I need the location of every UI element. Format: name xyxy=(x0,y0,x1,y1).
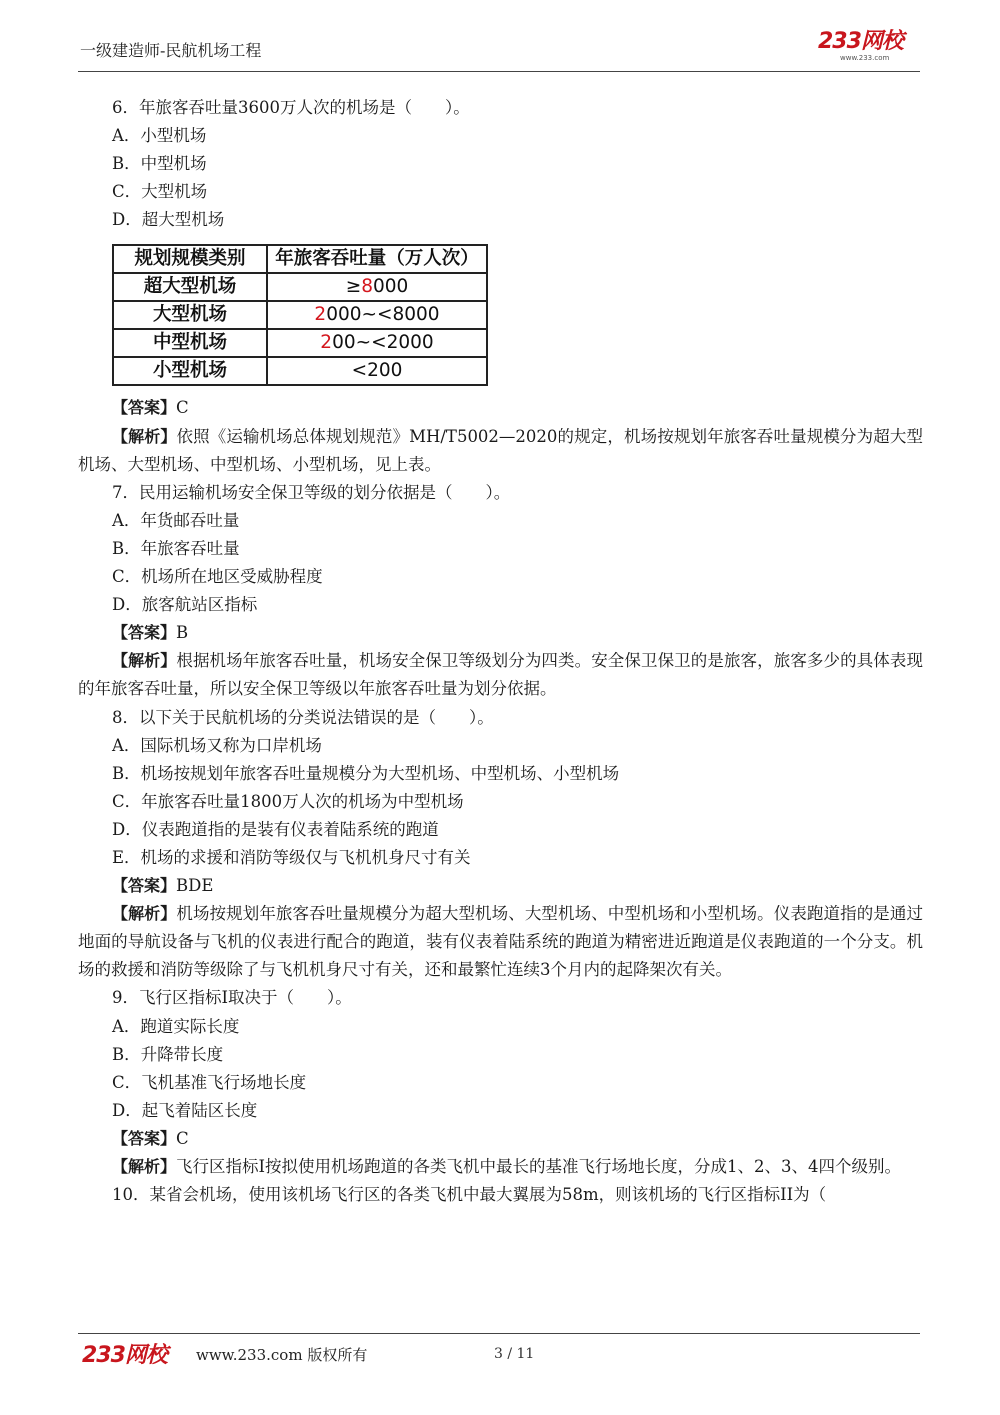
value-highlight: 8 xyxy=(361,276,373,298)
question-7-stem: 7．民用运输机场安全保卫等级的划分依据是（ ）。 xyxy=(112,482,511,502)
answer-label: 【答案】 xyxy=(112,623,177,643)
analysis-label: 【解析】 xyxy=(112,651,177,671)
footer-divider xyxy=(78,1333,920,1334)
question-7-answer xyxy=(78,619,923,647)
question-8-answer xyxy=(78,872,923,900)
analysis-label: 【解析】 xyxy=(112,1157,177,1176)
question-8-option-c: C．年旅客吞吐量1800万人次的机场为中型机场 xyxy=(112,791,464,811)
value-rest: 000~<8000 xyxy=(326,304,440,326)
header-title: 一级建造师-民航机场工程 xyxy=(80,41,262,60)
table-cell-throughput xyxy=(267,329,487,357)
question-9-option-a: A．跑道实际长度 xyxy=(112,1016,240,1036)
answer-value: BDE xyxy=(176,876,214,896)
table-cell-category: 中型机场 xyxy=(113,329,267,357)
analysis-text: 依照《运输机场总体规划规范》MH/T5002—2020的规定，机场按规划年旅客吞吐量规模分为超大型机场、大型机场、中型机场、小型机场，见上表。 xyxy=(78,426,923,474)
table-row xyxy=(113,329,487,357)
footer-copyright: www.233.com 版权所有 xyxy=(196,1346,368,1364)
question-9-analysis xyxy=(78,1153,923,1181)
table-header-throughput: 年旅客吞吐量（万人次） xyxy=(267,245,487,273)
answer-label: 【答案】 xyxy=(112,876,177,896)
question-10-stem: 10．某省会机场，使用该机场飞行区的各类飞机中最大翼展为58m，则该机场的飞行区指标II为（ xyxy=(112,1185,827,1205)
table-cell-category: 超大型机场 xyxy=(113,273,267,301)
question-8-analysis xyxy=(78,900,923,984)
page-number: 3 / 11 xyxy=(494,1346,535,1362)
analysis-text: 机场按规划年旅客吞吐量规模分为超大型机场、大型机场、中型机场和小型机场。仪表跑道指的是通过地面的导航设备与飞机的仪表进行配合的跑道，装有仪表着陆系统的跑道为精密进近跑道是仪表跑道的一个分支。机场的救援和消防等级除了与飞机机身尺寸有关，还和最繁忙连续3个月内的起降架次有关。 xyxy=(78,904,923,980)
question-6-analysis xyxy=(78,423,923,479)
question-8-option-e: E．机场的求援和消防等级仅与飞机机身尺寸有关 xyxy=(112,847,471,867)
answer-label: 【答案】 xyxy=(112,398,177,418)
question-9-stem: 9．飞行区指标Ⅰ取决于（ ）。 xyxy=(112,988,352,1008)
question-7-option-d: D．旅客航站区指标 xyxy=(112,595,258,615)
table-cell-category: 大型机场 xyxy=(113,301,267,329)
question-7-option-a: A．年货邮吞吐量 xyxy=(112,510,240,530)
brand-logo-url: www.233.com xyxy=(840,54,890,62)
question-6-answer xyxy=(78,394,923,422)
footer-logo[interactable]: 233网校 xyxy=(82,1343,167,1368)
document-body xyxy=(78,94,923,1209)
table-header-row xyxy=(113,245,487,273)
analysis-text: 根据机场年旅客吞吐量，机场安全保卫等级划分为四类。安全保卫保卫的是旅客，旅客多少的具体表现的年旅客吞吐量，所以安全保卫等级以年旅客吞吐量为划分依据。 xyxy=(78,651,923,699)
question-9-option-d: D．起飞着陆区长度 xyxy=(112,1100,258,1120)
airport-scale-table xyxy=(112,244,488,386)
value-rest: 000 xyxy=(372,276,409,298)
table-row xyxy=(113,357,487,385)
answer-value: C xyxy=(176,398,189,418)
question-9-option-b: B．升降带长度 xyxy=(112,1044,224,1064)
value-highlight: 2 xyxy=(320,332,333,354)
question-8-option-d: D．仪表跑道指的是装有仪表着陆系统的跑道 xyxy=(112,819,439,839)
answer-value: B xyxy=(176,623,189,643)
question-6-option-b: B．中型机场 xyxy=(112,154,207,174)
question-6-stem: 6．年旅客吞吐量3600万人次的机场是（ ）。 xyxy=(112,98,470,117)
table-cell-category: 小型机场 xyxy=(113,357,267,385)
analysis-label: 【解析】 xyxy=(112,426,177,446)
header-divider xyxy=(78,71,920,72)
question-7-option-b: B．年旅客吞吐量 xyxy=(112,538,240,558)
question-6-option-c: C．大型机场 xyxy=(112,182,208,202)
answer-label: 【答案】 xyxy=(112,1128,177,1148)
value-highlight: 2 xyxy=(314,304,327,326)
brand-logo[interactable] xyxy=(818,30,918,64)
question-7-analysis xyxy=(78,647,923,703)
question-8-stem: 8．以下关于民航机场的分类说法错误的是（ ）。 xyxy=(112,707,494,727)
table-cell-throughput xyxy=(267,357,487,385)
question-9-answer xyxy=(78,1125,923,1153)
question-7-option-c: C．机场所在地区受威胁程度 xyxy=(112,567,323,587)
table-row xyxy=(113,273,487,301)
table-cell-throughput xyxy=(267,301,487,329)
question-9-option-c: C．飞机基准飞行场地长度 xyxy=(112,1072,307,1092)
value-rest: <200 xyxy=(351,360,403,382)
analysis-label: 【解析】 xyxy=(112,904,177,924)
value-prefix: ≥ xyxy=(345,276,362,298)
table-cell-throughput xyxy=(267,273,487,301)
question-6-option-a: A．小型机场 xyxy=(112,126,207,146)
brand-logo-text: 233网校 xyxy=(818,29,903,54)
question-8-option-b: B．机场按规划年旅客吞吐量规模分为大型机场、中型机场、小型机场 xyxy=(112,763,620,783)
value-rest: 00~<2000 xyxy=(332,332,434,354)
table-row xyxy=(113,301,487,329)
table-header-category: 规划规模类别 xyxy=(113,245,267,273)
analysis-text: 飞行区指标I按拟使用机场跑道的各类飞机中最长的基准飞行场地长度，分成1、2、3、4四个级别。 xyxy=(176,1157,902,1176)
question-6-option-d: D．超大型机场 xyxy=(112,210,225,230)
answer-value: C xyxy=(176,1128,189,1148)
question-8-option-a: A．国际机场又称为口岸机场 xyxy=(112,735,322,755)
